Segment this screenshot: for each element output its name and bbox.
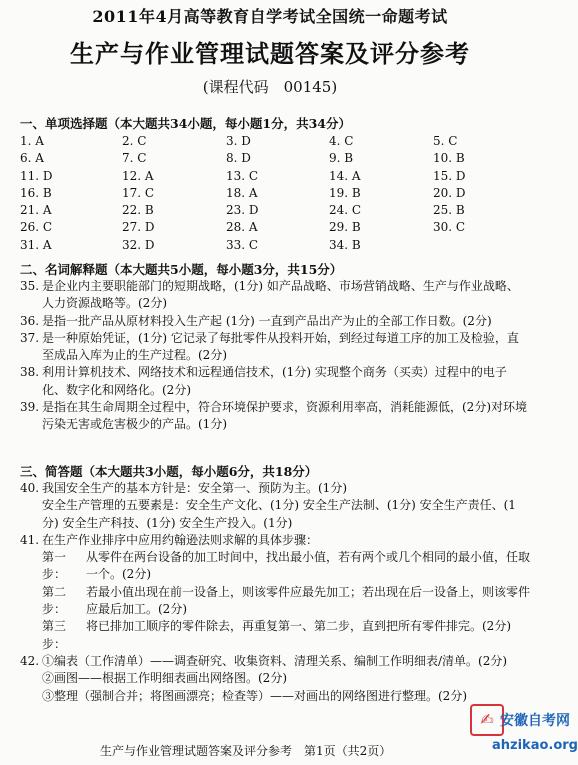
section-1-heading: 一、单项选择题（本大题共34小题，每小题1分，共34分） <box>20 116 351 131</box>
answer-item <box>20 278 530 313</box>
answer-text: 在生产作业排序中应用约翰逊法则求解的具体步骤： <box>42 532 319 547</box>
answer-text: 是指一批产品从原材料投入生产起 (1分) 一直到产品出产为止的全部工作日数。(2分) <box>42 313 492 328</box>
answer-cell: 25. B <box>433 203 465 218</box>
watermark-url[interactable]: ahzikao.org <box>492 738 578 753</box>
question-number: 36. <box>20 313 40 328</box>
answer-row <box>20 185 493 202</box>
answer-text: 安全生产管理的五要素是：安全生产文化、(1分) 安全生产法制、(1分) 安全生产责任、(1分) 安全生产科技、(1分) 安全生产投入。(1分) <box>42 498 516 530</box>
answer-row <box>20 168 493 185</box>
answer-cell: 5. C <box>433 134 458 148</box>
question-number: 42. <box>20 653 40 668</box>
answer-cell: 18. A <box>226 185 258 200</box>
step-label: 第一步： <box>42 550 67 582</box>
question-number: 38. <box>20 365 40 380</box>
answer-text: ①编表（工作清单）——调查研究、收集资料、清理关系、编制工作明细表/清单。(2分) <box>42 653 508 668</box>
question-number: 37. <box>20 330 40 345</box>
answer-cell: 7. C <box>122 151 147 166</box>
answer-item <box>20 330 530 365</box>
step-label: 第三步： <box>42 619 67 651</box>
question-number: 35. <box>20 279 40 293</box>
answer-cell: 30. C <box>433 220 466 235</box>
step-label: 第二步： <box>42 584 67 617</box>
answer-cell <box>433 237 493 254</box>
answer-cell: 34. B <box>329 237 361 252</box>
answer-cell: 16. B <box>20 185 52 200</box>
answer-text: ②画图——根据工作明细表画出网络图。(2分) <box>42 671 287 686</box>
answer-cell: 6. A <box>20 151 44 166</box>
answer-text: ③整理（强制合并；将图画漂亮；检查等）——对画出的网络图进行整理。(2分) <box>42 688 468 703</box>
answer-cell: 28. A <box>226 220 258 235</box>
step-item <box>42 584 530 619</box>
short-answers <box>20 480 530 705</box>
answer-item-41 <box>20 532 530 549</box>
answer-cell: 13. C <box>226 168 259 183</box>
answer-cell: 3. D <box>226 134 251 148</box>
step-text: 将已排加工顺序的零件除去，再重复第一、第二步，直到把所有零件排完。(2分) <box>86 619 512 634</box>
answer-cell: 27. D <box>122 220 155 235</box>
answer-text: 我国安全生产的基本方针是：安全第一、预防为主。(1分) <box>42 481 348 495</box>
answer-cell: 12. A <box>122 168 154 183</box>
section-2-heading: 二、名词解释题（本大题共5小题，每小题3分，共15分） <box>20 262 343 277</box>
answer-text: 利用计算机技术、网络技术和远程通信技术，(1分) 实现整个商务（买卖）过程中的电子化、数字化和网络化。(2分) <box>42 365 507 397</box>
answer-cell: 24. C <box>329 203 362 218</box>
answer-row <box>20 150 493 167</box>
answer-cell: 15. D <box>433 168 466 183</box>
answer-item-42 <box>20 653 530 705</box>
answer-row <box>20 133 493 150</box>
answer-text: 是企业内主要职能部门的短期战略，(1分) 如产品战略、市场营销战略、生产与作业战略、人力资源战略等。(2分) <box>42 279 519 311</box>
step-text: 若最小值出现在前一设备上，则该零件应最先加工；若出现在后一设备上，则该零件应最后加工。(2分) <box>86 584 531 617</box>
answer-cell: 20. D <box>433 185 466 200</box>
answer-cell: 19. B <box>329 185 361 200</box>
answer-item <box>20 399 530 434</box>
answer-text: 是一种原始凭证，(1分) 它记录了每批零件从投料开始，到经过每道工序的加工及检验，直至成品入库为止的生产过程。(2分) <box>42 330 519 363</box>
watermark-cn: 安徽自考网 <box>500 713 570 729</box>
answer-cell: 23. D <box>226 203 259 218</box>
page-footer: 生产与作业管理试题答案及评分参考 第1页（共2页） <box>100 744 392 758</box>
definition-answers <box>20 278 530 434</box>
step-item <box>42 549 530 584</box>
answer-cell: 17. C <box>122 185 155 200</box>
document-title: 生产与作业管理试题答案及评分参考 <box>70 39 470 68</box>
answer-item <box>20 364 530 399</box>
answer-cell: 32. D <box>122 237 155 252</box>
answer-cell: 2. C <box>122 134 147 148</box>
answer-cell: 29. B <box>329 220 361 235</box>
question-number: 40. <box>20 481 40 495</box>
answer-cell: 22. B <box>122 203 154 218</box>
answer-cell: 4. C <box>329 134 354 148</box>
answer-cell: 8. D <box>226 151 251 166</box>
answer-cell: 26. C <box>20 220 53 235</box>
answer-row <box>20 202 493 219</box>
answer-cell: 33. C <box>226 237 259 252</box>
question-number: 41. <box>20 532 40 547</box>
answer-row <box>20 237 493 254</box>
answer-cell: 11. D <box>20 168 53 183</box>
answer-item <box>20 313 530 330</box>
answer-cell: 1. A <box>20 134 44 148</box>
answer-cell: 21. A <box>20 203 52 218</box>
choice-answer-grid <box>20 133 493 254</box>
answer-cell: 31. A <box>20 237 52 252</box>
answer-cell: 9. B <box>329 151 354 166</box>
answer-cell: 14. A <box>329 168 361 183</box>
exam-header: 2011年4月高等教育自学考试全国统一命题考试 <box>92 7 448 26</box>
course-code: (课程代码 00145) <box>202 78 338 96</box>
answer-text: 是指在其生命周期全过程中，符合环境保护要求，资源利用率高，消耗能源低，(2分)对环境污染无害或危害极少的产品。(1分) <box>42 400 528 432</box>
answer-row <box>20 219 493 236</box>
answer-item-40 <box>20 480 530 532</box>
step-text: 从零件在两台设备的加工时间中，找出最小值，若有两个或几个相同的最小值，任取一个。(2分) <box>86 550 531 582</box>
site-logo-icon: ✍ <box>470 704 504 736</box>
answer-cell: 10. B <box>433 151 465 166</box>
question-number: 39. <box>20 400 40 415</box>
section-3-heading: 三、简答题（本大题共3小题，每小题6分，共18分） <box>20 464 318 479</box>
step-item <box>42 618 530 653</box>
